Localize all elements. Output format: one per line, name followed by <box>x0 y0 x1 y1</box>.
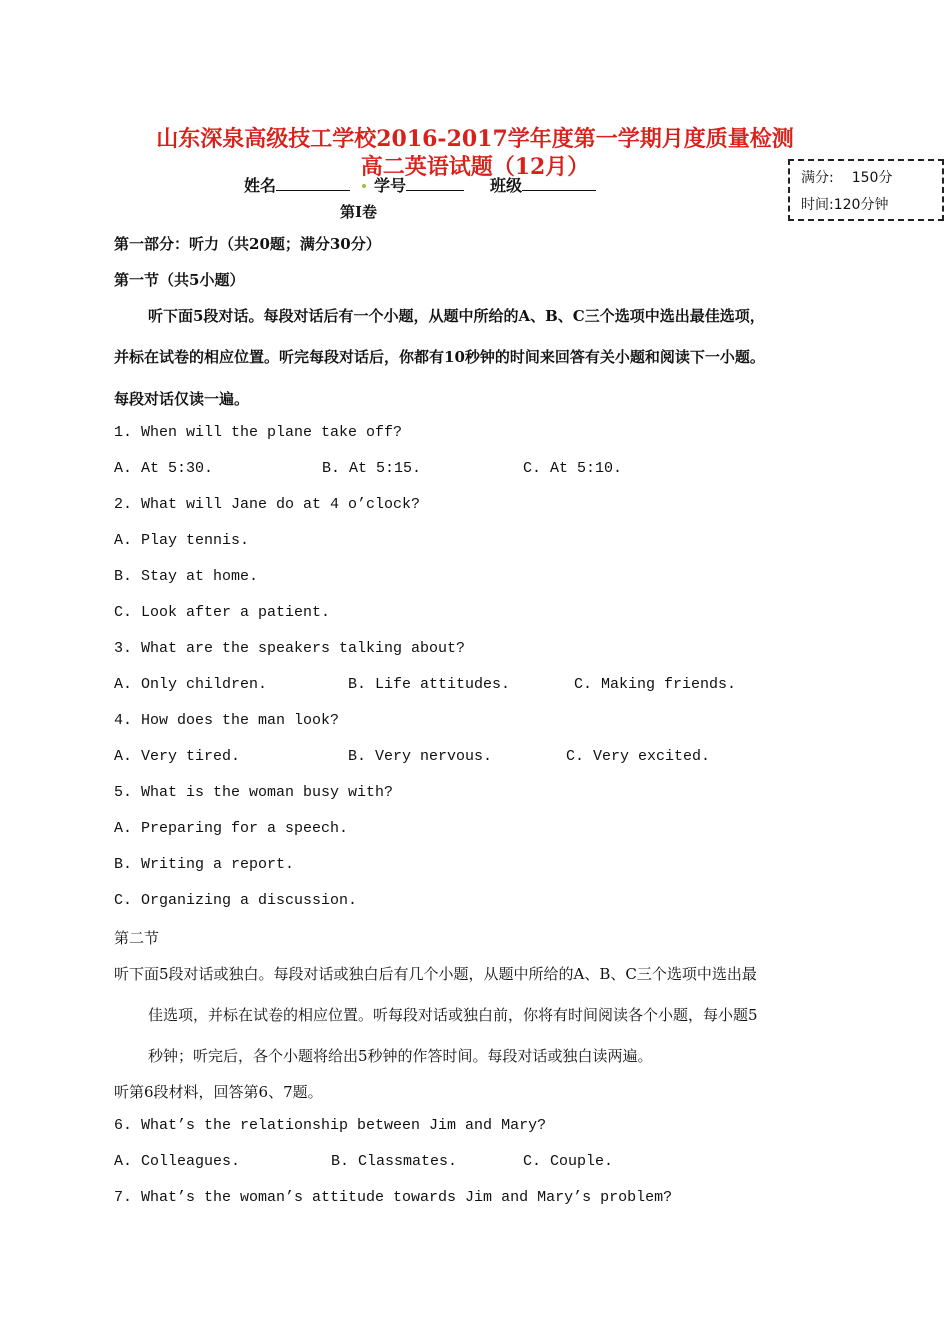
part1-heading: 第一部分：听力（共20题；满分30分） <box>114 235 381 253</box>
section2-heading: 第二节 <box>114 929 160 947</box>
section2-instr-line1: 听下面5段对话或独白。每段对话或独白后有几个小题，从题中所给的A、B、C三个选项中选出最 <box>114 965 757 983</box>
question-text: 7. What’s the woman’s attitude towards Jim and Mary’s problem? <box>114 1189 673 1206</box>
option-a: A. Colleagues. <box>114 1153 241 1170</box>
option-b: B. Stay at home. <box>114 568 259 585</box>
option-a: A. Play tennis. <box>114 532 250 549</box>
question-text: 1. When will the plane take off? <box>114 424 403 441</box>
id-label: 学号 <box>374 176 407 195</box>
option-b: B. Writing a report. <box>114 856 295 873</box>
class-blank[interactable] <box>522 176 596 191</box>
name-label: 姓名 <box>244 176 277 195</box>
time-label: 时间: <box>801 197 834 213</box>
exam-title: 山东深泉高级技工学校2016-2017学年度第一学期月度质量检测 <box>156 126 794 152</box>
exam-subtitle: 高二英语试题（12月） <box>360 154 590 180</box>
question-text: 2. What will Jane do at 4 o’clock? <box>114 496 421 513</box>
option-c: C. Organizing a discussion. <box>114 892 358 909</box>
volume-label: 第Ⅰ卷 <box>340 203 378 221</box>
instructions-line3: 每段对话仅读一遍。 <box>114 390 250 408</box>
time-value: 120分钟 <box>833 197 889 213</box>
option-b: B. At 5:15. <box>322 460 422 477</box>
option-a: A. Very tired. <box>114 748 241 765</box>
instructions-line1: 听下面5段对话。每段对话后有一个小题，从题中所给的A、B、C三个选项中选出最佳选项， <box>148 307 765 325</box>
option-a: A. At 5:30. <box>114 460 214 477</box>
score-row <box>801 167 892 187</box>
material-6-label: 听第6段材料，回答第6、7题。 <box>114 1083 323 1101</box>
score-time-box <box>788 159 944 221</box>
question-text: 3. What are the speakers talking about? <box>114 640 466 657</box>
option-a: A. Only children. <box>114 676 268 693</box>
decorative-dot <box>362 184 366 188</box>
option-c: C. Very excited. <box>566 748 711 765</box>
question-text: 4. How does the man look? <box>114 712 340 729</box>
name-blank[interactable] <box>276 176 350 191</box>
id-blank[interactable] <box>406 176 464 191</box>
option-c: C. Look after a patient. <box>114 604 331 621</box>
option-c: C. Making friends. <box>574 676 737 693</box>
section2-instr-line3: 秒钟；听完后，各个小题将给出5秒钟的作答时间。每段对话或独白读两遍。 <box>148 1047 653 1065</box>
option-a: A. Preparing for a speech. <box>114 820 349 837</box>
option-b: B. Classmates. <box>331 1153 458 1170</box>
option-b: B. Very nervous. <box>348 748 493 765</box>
score-label: 满分: <box>801 170 834 186</box>
section2-instr-line2: 佳选项，并标在试卷的相应位置。听每段对话或独白前，你将有时间阅读各个小题，每小题5 <box>148 1006 758 1024</box>
option-b: B. Life attitudes. <box>348 676 511 693</box>
section1-heading: 第一节（共5小题） <box>114 271 245 289</box>
class-label: 班级 <box>490 176 523 195</box>
student-info-row <box>244 173 596 196</box>
option-c: C. At 5:10. <box>523 460 623 477</box>
instructions-line2: 并标在试卷的相应位置。听完每段对话后，你都有10秒钟的时间来回答有关小题和阅读下一小题。 <box>114 348 765 366</box>
question-text: 6. What’s the relationship between Jim and Mary? <box>114 1117 547 1134</box>
question-text: 5. What is the woman busy with? <box>114 784 394 801</box>
time-row <box>801 194 888 214</box>
score-value: 150分 <box>851 170 893 186</box>
option-c: C. Couple. <box>523 1153 614 1170</box>
